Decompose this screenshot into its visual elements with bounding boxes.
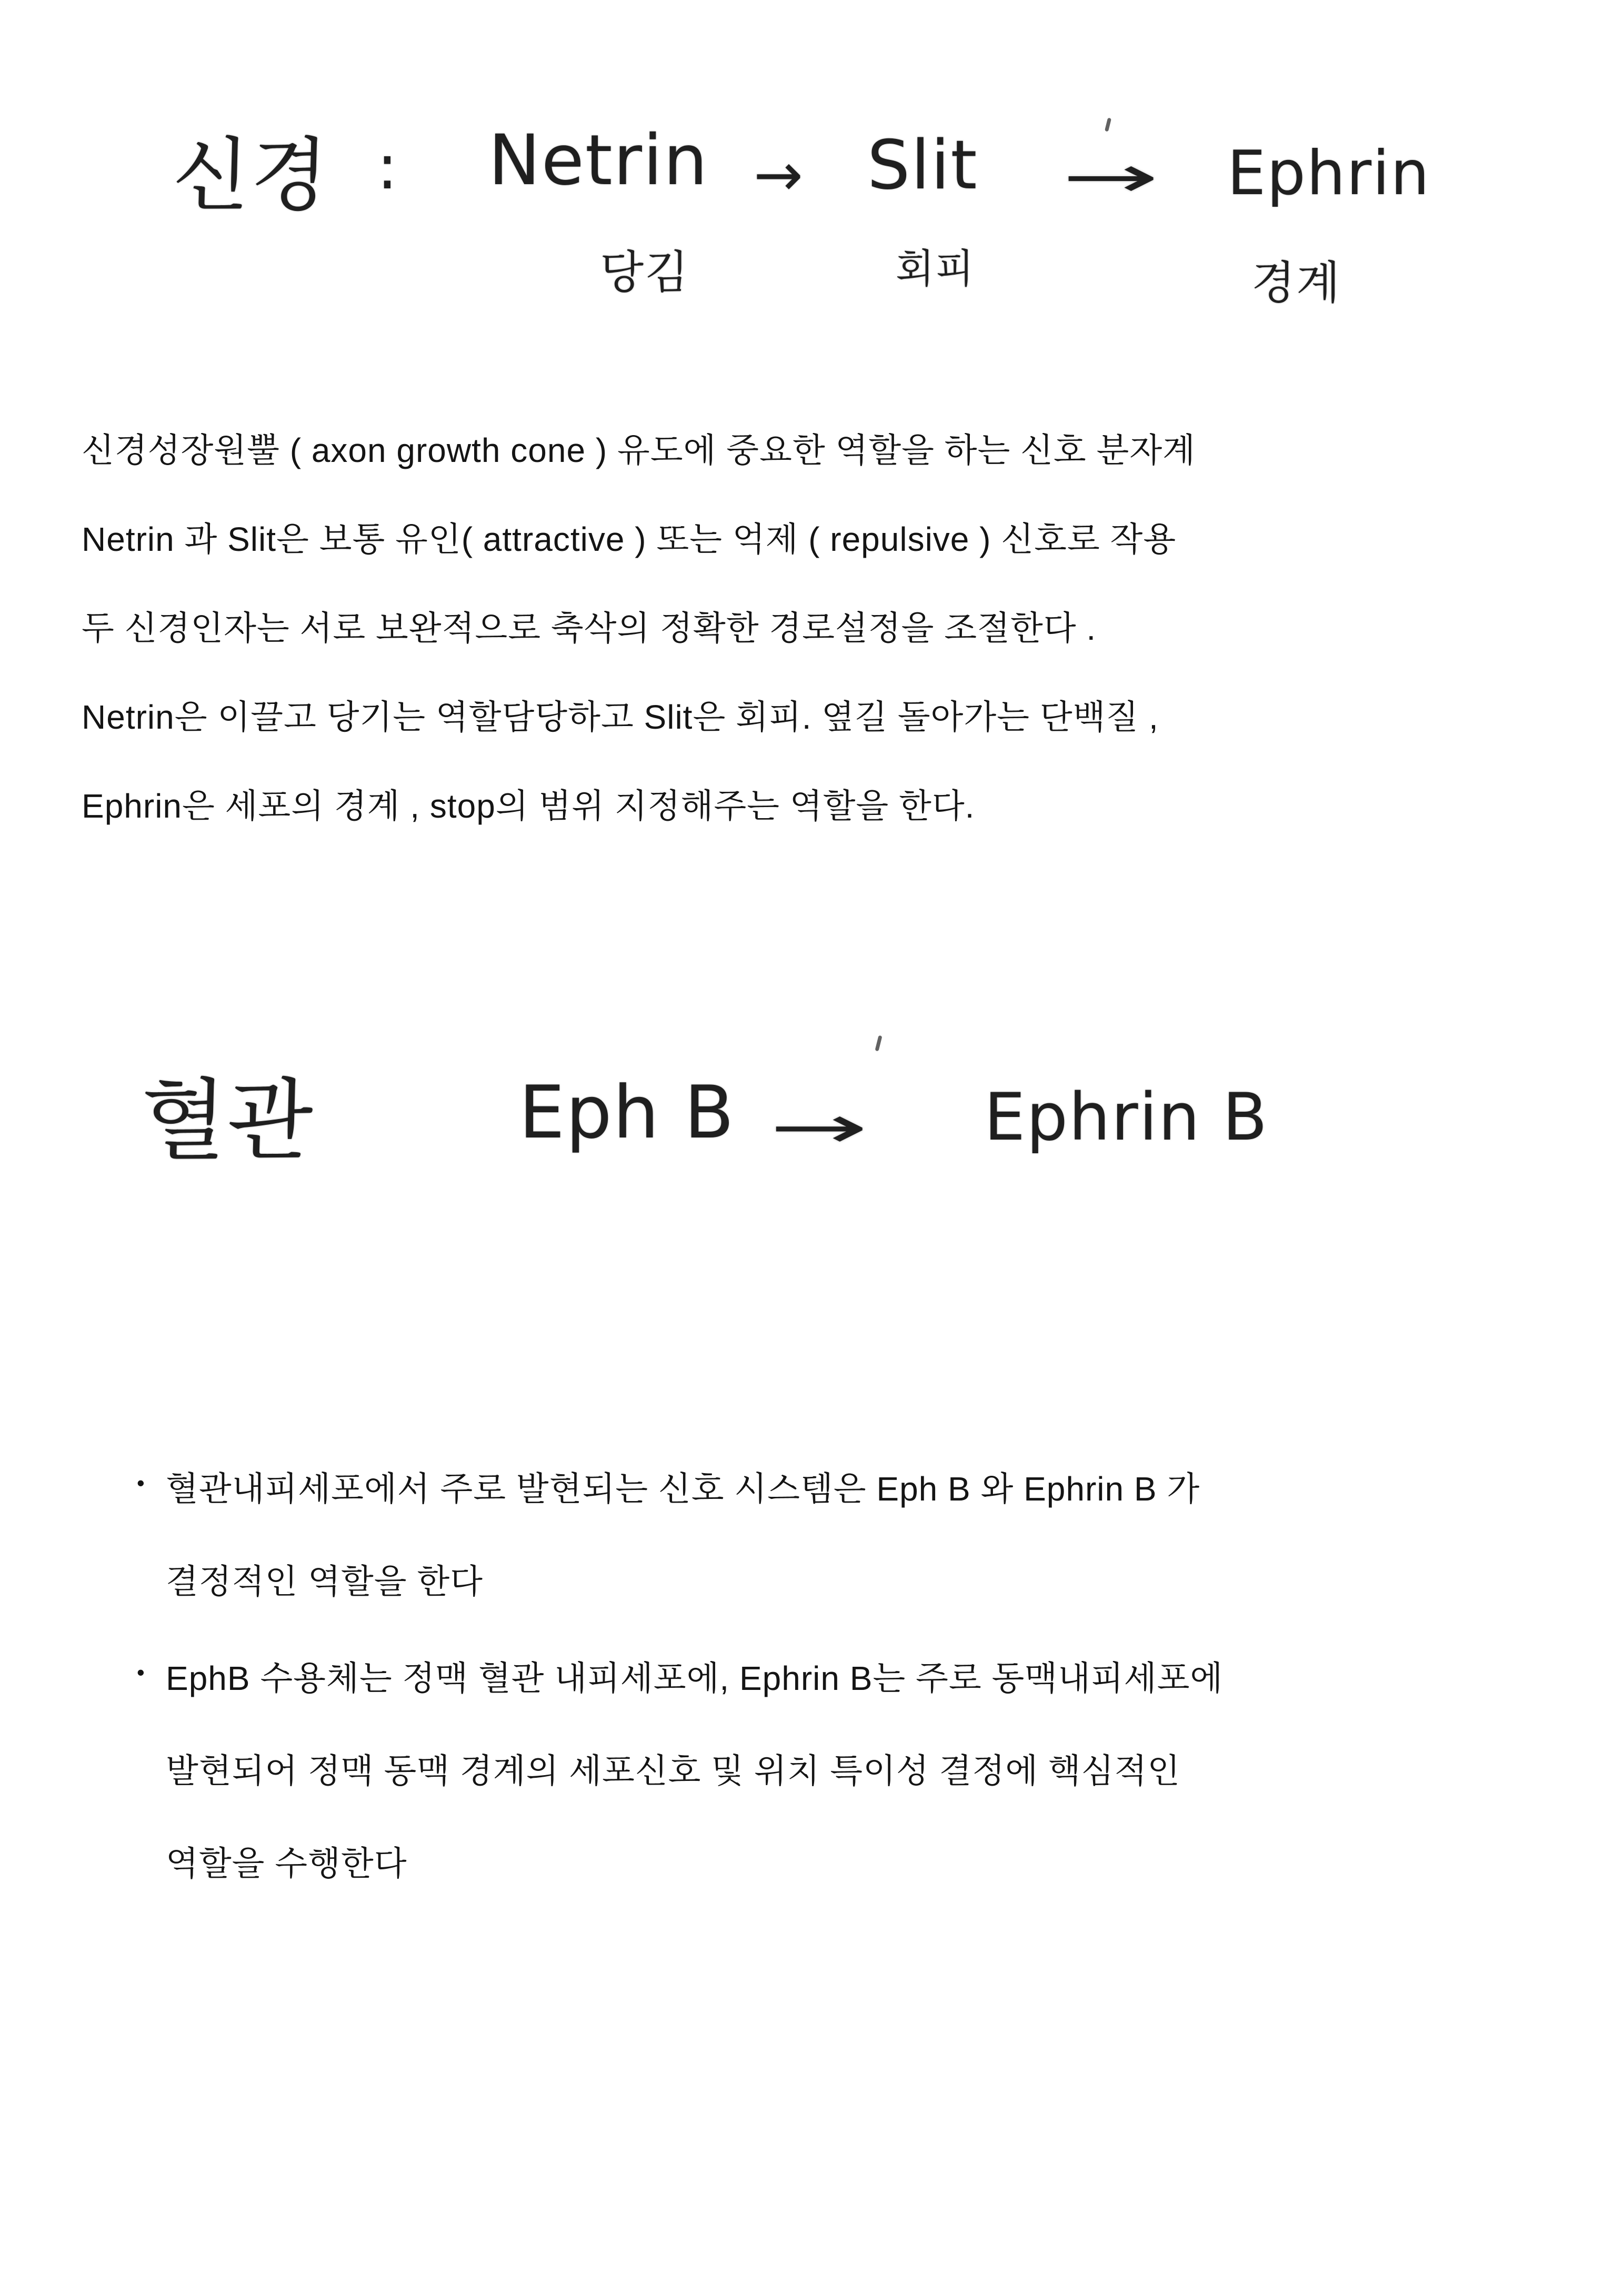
ephrin-annotation: 경계 xyxy=(1251,257,1341,309)
arrow-netrin-slit-icon: → xyxy=(754,141,804,209)
vessel-label: 혈관 xyxy=(139,1069,315,1172)
stray-pen-mark xyxy=(875,1035,882,1052)
bullet-list xyxy=(136,1443,1223,1914)
bullet-item xyxy=(136,1632,1223,1910)
neuro-signal-diagram xyxy=(0,0,1624,347)
netrin-annotation: 당김 xyxy=(600,246,690,299)
ephb-node: Eph B xyxy=(519,1070,735,1155)
slit-node: Slit xyxy=(867,126,978,205)
stray-pen-mark xyxy=(1105,118,1111,132)
paragraph-line: Netrin 과 Slit은 보통 유인( attractive ) 또는 억제 ( repulsive ) 신호로 작용 xyxy=(82,520,1177,558)
slit-annotation: 회피 xyxy=(896,245,975,292)
paragraph-line: Ephrin은 세포의 경계 , stop의 범위 지정해주는 역할을 한다. xyxy=(82,787,975,825)
bullet-line: 발현되어 정맥 동맥 경계의 세포신호 및 위치 특이성 결정에 핵심적인 xyxy=(166,1752,1181,1790)
arrow-ephb-ephrinb-icon: → xyxy=(769,1093,870,1162)
ephrin-node: Ephrin xyxy=(1227,138,1430,209)
paragraph-line: 두 신경인자는 서로 보완적으로 축삭의 정확한 경로설정을 조절한다 . xyxy=(82,609,1097,647)
vessel-signal-diagram xyxy=(0,1000,1624,1242)
bullet-line: EphB 수용체는 정맥 혈관 내피세포에, Ephrin B는 주로 동맥내피세포에 xyxy=(166,1659,1224,1697)
bullet-marker-icon: • xyxy=(137,1471,145,1495)
bullet-item xyxy=(136,1443,1223,1628)
bullet-marker-icon: • xyxy=(137,1660,145,1685)
bullet-line: 역할을 수행한다 xyxy=(166,1845,407,1882)
paragraph-line: Netrin은 이끌고 당기는 역할담당하고 Slit은 회피. 옆길 돌아가는 단백질 , xyxy=(82,698,1159,736)
bullet-line: 혈관내피세포에서 주로 발현되는 신호 시스템은 Eph B 와 Ephrin B 가 xyxy=(166,1470,1200,1508)
paragraph-line: 신경성장원뿔 ( axon growth cone ) 유도에 중요한 역할을 하는 신호 분자계 xyxy=(82,431,1196,469)
bullet-line: 결정적인 역할을 한다 xyxy=(166,1563,483,1600)
neuro-label: 신경 xyxy=(171,129,330,222)
colon-separator: : xyxy=(377,130,399,203)
description-paragraph xyxy=(82,406,1196,851)
ephrinb-node: Ephrin B xyxy=(984,1080,1269,1155)
arrow-slit-ephrin-icon: → xyxy=(1062,143,1161,210)
netrin-node: Netrin xyxy=(488,120,709,201)
